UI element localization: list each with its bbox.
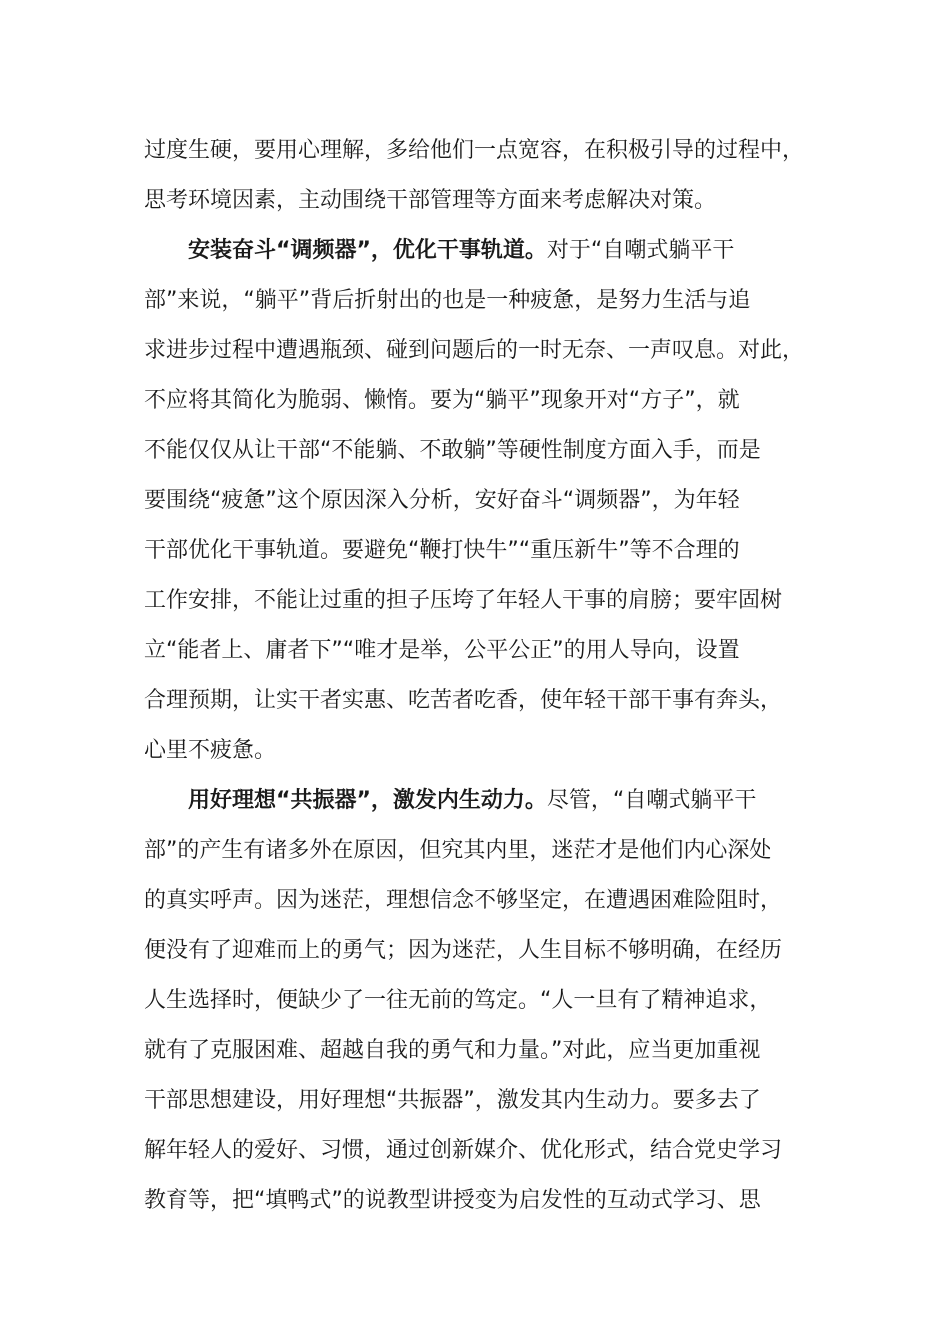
text-line: 不应将其简化为脆弱、懒惰。要为“躺平”现象开对“方子”，就	[144, 388, 740, 413]
paragraph-3	[144, 776, 806, 1226]
text-line: 要围绕“疲惫”这个原因深入分析，安好奋斗“调频器”，为年轻	[144, 488, 740, 513]
paragraph-1	[144, 126, 806, 226]
text-line: 教育等，把“填鸭式”的说教型讲授变为启发性的互动式学习、思	[144, 1188, 761, 1213]
text-line: 思考环境因素，主动围绕干部管理等方面来考虑解决对策。	[144, 188, 717, 213]
paragraph-heading: 安装奋斗“调频器”，优化干事轨道。	[188, 238, 547, 263]
text-line: 不能仅仅从让干部“不能躺、不敢躺”等硬性制度方面入手，而是	[144, 438, 761, 463]
text-line: 的真实呼声。因为迷茫，理想信念不够坚定，在遭遇困难险阻时，	[144, 888, 783, 913]
text-line: 人生选择时，便缺少了一往无前的笃定。“人一旦有了精神追求，	[144, 988, 772, 1013]
text-line: 过度生硬，要用心理解，多给他们一点宽容，在积极引导的过程中，	[144, 138, 805, 163]
text-line: 便没有了迎难而上的勇气；因为迷茫，人生目标不够明确，在经历	[144, 938, 783, 963]
document-body	[144, 126, 806, 1226]
text-fragment: 对于“自嘲式躺平干	[546, 238, 735, 263]
text-line: 部”的产生有诸多外在原因，但究其内里，迷茫才是他们内心深处	[144, 838, 772, 863]
text-line: 干部思想建设，用好理想“共振器”，激发其内生动力。要多去了	[144, 1088, 761, 1113]
text-line: 求进步过程中遭遇瓶颈、碰到问题后的一时无奈、一声叹息。对此，	[144, 338, 805, 363]
text-line: 心里不疲惫。	[144, 738, 277, 763]
text-line: 就有了克服困难、超越自我的勇气和力量。”对此，应当更加重视	[144, 1038, 761, 1063]
paragraph-first-line	[144, 226, 806, 276]
text-line: 部”来说，“躺平”背后折射出的也是一种疲惫，是努力生活与追	[144, 288, 751, 313]
text-line: 立“能者上、庸者下”“唯才是举，公平公正”的用人导向，设置	[144, 638, 740, 663]
text-line: 解年轻人的爱好、习惯，通过创新媒介、优化形式，结合党史学习	[144, 1138, 783, 1163]
text-line: 合理预期，让实干者实惠、吃苦者吃香，使年轻干部干事有奔头，	[144, 688, 783, 713]
paragraph-first-line	[144, 776, 806, 826]
paragraph-2	[144, 226, 806, 776]
text-fragment: 尽管，“自嘲式躺平干	[546, 788, 757, 813]
text-line: 干部优化干事轨道。要避免“鞭打快牛”“重压新牛”等不合理的	[144, 538, 740, 563]
paragraph-heading: 用好理想“共振器”，激发内生动力。	[188, 788, 547, 813]
text-line: 工作安排，不能让过重的担子压垮了年轻人干事的肩膀；要牢固树	[144, 588, 783, 613]
